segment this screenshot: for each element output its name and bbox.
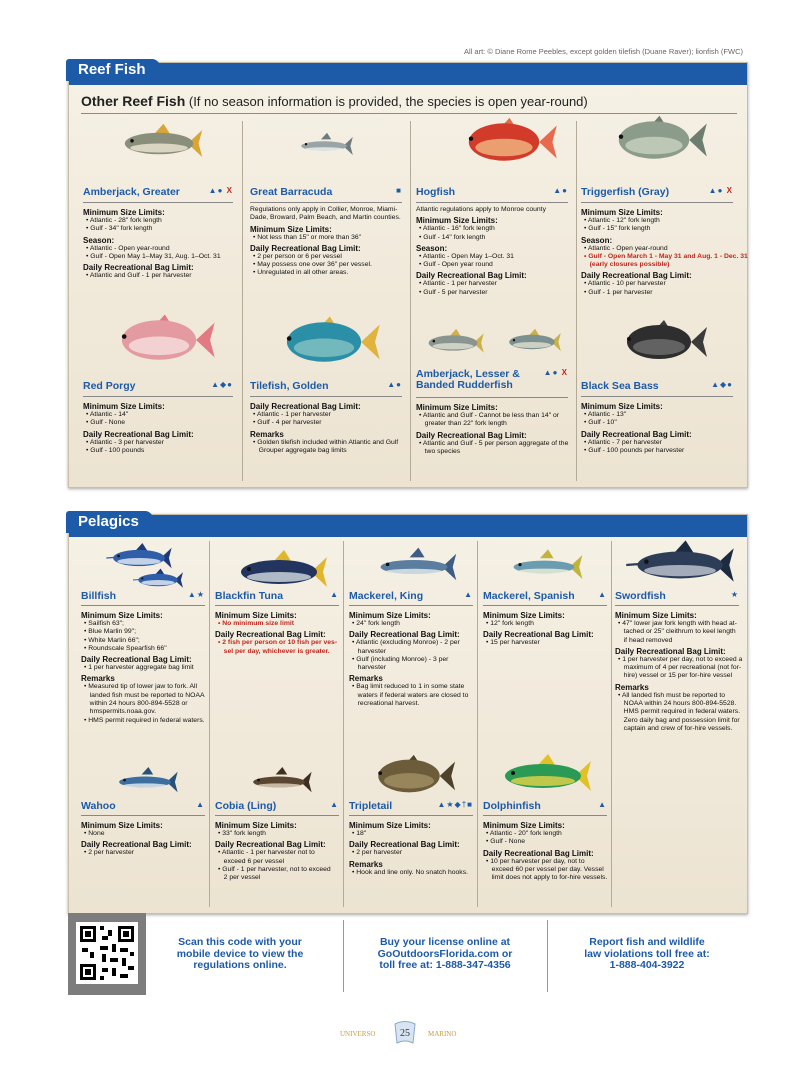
regulation-item: • Blue Marlin 99"; bbox=[84, 628, 137, 636]
regulation-item: • May possess one over 36" per vessel. bbox=[253, 261, 372, 269]
report-violations-info: Report fish and wildlife law violations toll free at: 1-888-404-3922 bbox=[584, 936, 710, 971]
regulation-heading: Daily Recreational Bag Limit: bbox=[615, 646, 726, 656]
regulation-symbols: ★ bbox=[730, 590, 739, 599]
regulation-heading: Minimum Size Limits: bbox=[416, 403, 498, 412]
regulation-symbols: ▲ bbox=[464, 590, 473, 599]
regulation-symbols: ■ bbox=[396, 186, 402, 195]
regulation-item: two species bbox=[419, 447, 461, 455]
pelagics-tab: Pelagics bbox=[66, 511, 153, 533]
regulation-item: • Gulf - 100 pounds bbox=[86, 446, 145, 454]
pelagic-species-card bbox=[615, 590, 743, 851]
regulation-symbols: ▲● bbox=[553, 186, 568, 195]
species-name: Triggerfish (Gray) bbox=[581, 186, 670, 198]
regulation-item: hmspermits.noaa.gov. bbox=[84, 708, 157, 716]
regulation-heading: Minimum Size Limits: bbox=[215, 611, 297, 620]
species-name: Tripletail bbox=[349, 800, 393, 812]
species-name: Red Porgy bbox=[83, 380, 136, 392]
divider bbox=[209, 541, 210, 907]
pelagic-species-card bbox=[483, 801, 607, 901]
regulation-item: • 2 per harvester bbox=[352, 849, 402, 857]
pelagic-species-card bbox=[349, 801, 473, 901]
regulation-heading: Remarks bbox=[349, 674, 383, 684]
regulation-item: • Atlantic - 16" fork length bbox=[419, 225, 495, 233]
regulation-item: • 15 per harvester bbox=[486, 639, 540, 647]
logo-left-text: UNIVERSO bbox=[340, 1030, 376, 1038]
regulation-heading: Season: bbox=[416, 243, 448, 253]
regulation-item: • Gulf - 34" fork length bbox=[86, 225, 153, 233]
fish-illustration bbox=[497, 327, 567, 362]
art-credit: All art: © Diane Rome Peebles, except golden tilefish (Duane Raver); lionfish (FWC) bbox=[464, 47, 743, 56]
regulation-heading: Minimum Size Limits: bbox=[416, 216, 498, 226]
regulation-item: • Atlantic - 14" bbox=[86, 411, 129, 418]
regulation-item: • 10 per harvester per day, not to bbox=[486, 857, 585, 865]
regulation-heading: Minimum Size Limits: bbox=[81, 611, 163, 620]
species-regulations bbox=[416, 397, 568, 456]
species-name: Dolphinfish bbox=[483, 800, 541, 812]
regulation-symbols: ▲ bbox=[196, 800, 205, 809]
regulation-heading: Minimum Size Limits: bbox=[483, 821, 565, 830]
regulation-item: captain and crew of for-hire vessels. bbox=[618, 724, 733, 732]
regulation-heading: Remarks bbox=[615, 682, 649, 692]
regulation-item: • Atlantic - 12" fork length bbox=[584, 217, 660, 224]
species-regulations bbox=[215, 815, 339, 882]
fish-illustration bbox=[99, 311, 219, 374]
regulation-item: recreational harvest. bbox=[352, 700, 420, 708]
regulation-heading: Minimum Size Limits: bbox=[349, 611, 431, 620]
species-name: Tilefish, Golden bbox=[250, 380, 329, 392]
species-regulations bbox=[416, 202, 568, 297]
regulation-item: • Gulf - Open May 1–May 31, Aug. 1–Oct. 31 bbox=[86, 252, 221, 260]
regulation-item: • Gulf - 1 per harvester bbox=[584, 288, 653, 296]
regulation-note: Regulations only apply in Collier, Monroe, Miami-Dade, Broward, Palm Beach, and Martin counties. bbox=[250, 206, 401, 222]
footer-divider bbox=[547, 920, 548, 992]
regulation-item: • Gulf - 14" fork length bbox=[419, 233, 486, 241]
fish-illustration bbox=[417, 327, 489, 364]
fish-illustration bbox=[351, 545, 477, 594]
divider bbox=[343, 541, 344, 907]
regulation-item: • Atlantic - Open May 1–Oct. 31 bbox=[419, 252, 514, 260]
species-name: Swordfish bbox=[615, 590, 666, 602]
regulation-item: Zero daily bag and possession limit for bbox=[618, 716, 740, 724]
fish-illustration bbox=[617, 537, 743, 598]
regulation-item: • 47" lower jaw fork length with head at- bbox=[618, 620, 737, 627]
regulation-heading: Season: bbox=[83, 235, 115, 245]
species-name: Amberjack, Lesser & Banded Rudderfish bbox=[416, 368, 520, 391]
regulation-item: harvester bbox=[352, 647, 386, 655]
fish-illustration bbox=[259, 313, 389, 376]
regulation-item: tached or 25" cleithrum to keel length bbox=[618, 628, 736, 636]
fish-illustration bbox=[599, 111, 709, 174]
regulation-item: greater than 22" fork length bbox=[419, 420, 507, 428]
divider bbox=[611, 541, 612, 907]
license-info: Buy your license online at GoOutdoorsFlorida.com or toll free at: 1-888-347-4356 bbox=[377, 936, 513, 971]
regulation-item: • White Marlin 66"; bbox=[84, 636, 140, 644]
footer-divider bbox=[343, 920, 344, 992]
regulation-item: • Measured tip of lower jaw to fork. All bbox=[84, 683, 198, 691]
regulation-item: • Atlantic - 3 per harvester bbox=[86, 438, 164, 446]
regulation-item: • Gulf - Open year round bbox=[419, 261, 493, 269]
fish-illustration bbox=[83, 765, 207, 804]
regulation-heading: Minimum Size Limits: bbox=[83, 208, 165, 217]
regulation-symbols: ▲● bbox=[387, 380, 402, 389]
regulation-heading: Daily Recreational Bag Limit: bbox=[250, 402, 361, 411]
regulation-heading: Remarks bbox=[81, 674, 115, 684]
regulation-item: maximum of 4 per recreational (not for- bbox=[618, 664, 742, 672]
regulation-symbols: ▲◆● bbox=[211, 380, 233, 389]
reef-species-card bbox=[250, 381, 402, 481]
closed-symbol: X bbox=[561, 368, 568, 377]
regulation-symbols: ▲◆● bbox=[711, 380, 733, 389]
regulation-item: • 2 per person or 6 per vessel bbox=[253, 252, 342, 260]
divider bbox=[477, 541, 478, 907]
qr-instructions: Scan this code with your mobile device to view the regulations online. bbox=[176, 936, 304, 971]
species-name: Blackfin Tuna bbox=[215, 590, 284, 602]
regulation-item: within 24 hours 800-894-5528 or bbox=[84, 700, 188, 708]
regulation-item: HMS permit required in federal waters. bbox=[618, 708, 741, 716]
regulation-item: • Bag limit reduced to 1 in some state bbox=[352, 683, 465, 691]
divider bbox=[576, 121, 577, 481]
regulation-heading: Daily Recreational Bag Limit: bbox=[581, 271, 692, 281]
regulation-item: • Roundscale Spearfish 66" bbox=[84, 644, 167, 652]
reef-species-card bbox=[416, 369, 568, 481]
species-name: Wahoo bbox=[81, 800, 116, 812]
species-regulations bbox=[581, 202, 748, 297]
regulation-symbols: ▲● X bbox=[543, 368, 568, 377]
regulation-heading: Minimum Size Limits: bbox=[615, 611, 697, 620]
pelagic-species-card bbox=[483, 591, 607, 751]
regulation-item: NOAA within 24 hours 800-894-5528. bbox=[618, 700, 737, 708]
regulation-symbols: ▲ bbox=[330, 800, 339, 809]
species-name: Mackerel, King bbox=[349, 590, 424, 602]
fish-illustration bbox=[217, 765, 341, 804]
regulation-item: • 1 per harvester aggregate bag limit bbox=[84, 664, 194, 672]
species-regulations bbox=[581, 396, 733, 455]
regulation-item: • Not less than 15" or more than 36" bbox=[253, 233, 362, 241]
regulation-heading: Daily Recreational Bag Limit: bbox=[349, 840, 460, 850]
species-regulations bbox=[483, 815, 607, 882]
regulation-heading: Minimum Size Limits: bbox=[83, 402, 165, 411]
regulation-heading: Daily Recreational Bag Limit: bbox=[483, 848, 594, 858]
species-regulations bbox=[81, 815, 205, 858]
regulation-symbols: ▲ bbox=[330, 590, 339, 599]
qr-code-icon bbox=[76, 922, 138, 984]
pelagic-species-card bbox=[81, 801, 205, 901]
regulation-heading: Daily Recreational Bag Limit: bbox=[83, 263, 194, 273]
regulation-item: • Gulf - None bbox=[86, 419, 126, 427]
species-regulations bbox=[483, 605, 607, 648]
regulation-item: harvester bbox=[352, 664, 386, 672]
regulation-symbols: ▲★ bbox=[187, 590, 205, 599]
regulation-item: waters if federal waters are closed to bbox=[352, 691, 469, 699]
regulation-item: • 18" bbox=[352, 830, 367, 837]
regulation-heading: Minimum Size Limits: bbox=[250, 224, 332, 234]
regulation-item: • Atlantic - 1 per harvester bbox=[253, 411, 331, 418]
reef-species-card bbox=[581, 381, 733, 481]
regulation-heading: Daily Recreational Bag Limit: bbox=[581, 429, 692, 439]
fish-illustration bbox=[481, 547, 607, 592]
regulation-item: • Unregulated in all other areas. bbox=[253, 269, 349, 277]
regulation-item: • 24" fork length bbox=[352, 620, 400, 627]
regulation-item-highlighted: • 2 fish per person or 10 fish per ves- bbox=[218, 639, 338, 647]
regulation-item-highlighted: • Gulf - Open March 1 - May 31 and Aug. 1 - Dec. 31 bbox=[584, 252, 748, 260]
species-regulations bbox=[349, 815, 473, 877]
species-regulations bbox=[250, 396, 402, 455]
regulation-heading: Daily Recreational Bag Limit: bbox=[215, 630, 326, 640]
regulation-heading: Daily Recreational Bag Limit: bbox=[81, 840, 192, 850]
regulation-item: • HMS permit required in federal waters. bbox=[84, 716, 205, 724]
regulation-item: • Hook and line only. No snatch hooks. bbox=[352, 868, 468, 876]
regulation-item: • Gulf - 5 per harvester bbox=[419, 288, 488, 296]
regulation-item: • Atlantic - Open year-round bbox=[86, 244, 170, 252]
regulation-heading: Remarks bbox=[250, 429, 284, 439]
regulation-heading: Minimum Size Limits: bbox=[349, 821, 431, 830]
species-name: Cobia (Ling) bbox=[215, 800, 277, 812]
species-name: Great Barracuda bbox=[250, 186, 333, 198]
reef-fish-tab: Reef Fish bbox=[66, 59, 160, 81]
regulation-heading: Remarks bbox=[349, 859, 383, 869]
logo-right-text: MARINO bbox=[428, 1030, 457, 1038]
species-regulations bbox=[83, 202, 233, 280]
reef-header-bar bbox=[69, 63, 747, 85]
regulation-item: • Gulf - 4 per harvester bbox=[253, 419, 322, 427]
universo-marino-logo bbox=[340, 1021, 470, 1045]
subtitle-bold: Other Reef Fish bbox=[81, 93, 186, 109]
regulation-item: • Golden tilefish included within Atlantic and Gulf bbox=[253, 438, 399, 446]
regulation-heading: Minimum Size Limits: bbox=[483, 611, 565, 620]
regulation-heading: Daily Recreational Bag Limit: bbox=[483, 630, 594, 640]
regulation-symbols: ▲ bbox=[598, 800, 607, 809]
regulation-item-highlighted: (early closures possible) bbox=[584, 261, 670, 269]
closed-symbol: X bbox=[726, 186, 733, 195]
regulation-item: • Sailfish 63"; bbox=[84, 620, 124, 627]
regulation-note: Atlantic regulations apply to Monroe county bbox=[416, 206, 546, 213]
reef-species-card bbox=[83, 381, 233, 481]
qr-code[interactable] bbox=[68, 913, 146, 995]
species-name: Amberjack, Greater bbox=[83, 186, 180, 198]
regulation-heading: Daily Recreational Bag Limit: bbox=[349, 630, 460, 640]
regulation-item: • Atlantic and Gulf - 5 per person aggregate of the bbox=[419, 439, 569, 447]
species-regulations bbox=[250, 202, 402, 278]
regulation-heading: Minimum Size Limits: bbox=[81, 821, 163, 830]
regulation-item: • Gulf - 15" fork length bbox=[584, 225, 651, 233]
species-regulations bbox=[81, 605, 205, 725]
regulation-symbols: ▲● X bbox=[708, 186, 733, 195]
regulation-item: • Gulf - 10" bbox=[584, 419, 617, 427]
species-regulations bbox=[349, 605, 473, 708]
regulation-item: • Atlantic - 13" bbox=[584, 411, 627, 418]
page-number: 25 bbox=[400, 1028, 410, 1039]
fish-illustration bbox=[609, 313, 709, 376]
regulation-item: hire) vessel or 15 per for-hire vessel bbox=[618, 672, 733, 680]
divider bbox=[410, 121, 411, 481]
regulation-symbols: ▲ bbox=[598, 590, 607, 599]
regulation-item: • Atlantic - 28" fork length bbox=[86, 217, 162, 224]
species-name: Mackerel, Spanish bbox=[483, 590, 575, 602]
pelagics-header-bar bbox=[69, 515, 747, 537]
species-name: Billfish bbox=[81, 590, 117, 602]
fish-illustration bbox=[89, 121, 229, 171]
regulation-heading: Minimum Size Limits: bbox=[581, 208, 663, 217]
species-regulations bbox=[215, 605, 339, 656]
regulation-item: • 2 per harvester bbox=[84, 849, 134, 857]
regulation-item: • Atlantic - 20" fork length bbox=[486, 830, 562, 837]
reef-fish-panel bbox=[68, 47, 748, 488]
regulation-item: • Atlantic - 7 per harvester bbox=[584, 438, 662, 446]
regulation-heading: Daily Recreational Bag Limit: bbox=[250, 243, 361, 253]
regulation-item: • 33" fork length bbox=[218, 830, 266, 837]
regulation-symbols: ▲★◆†■ bbox=[437, 800, 473, 809]
regulation-item-highlighted: • No minimum size limit bbox=[218, 620, 295, 627]
regulation-heading: Minimum Size Limits: bbox=[215, 821, 297, 830]
regulation-heading: Daily Recreational Bag Limit: bbox=[81, 655, 192, 665]
regulation-heading: Season: bbox=[581, 235, 613, 245]
subtitle-note: (If no season information is provided, the species is open year-round) bbox=[185, 94, 588, 109]
pelagic-species-card bbox=[215, 591, 339, 751]
regulation-item: • Atlantic and Gulf - 1 per harvester bbox=[86, 272, 192, 280]
fish-illustration bbox=[449, 111, 559, 178]
regulation-symbols: ▲● X bbox=[208, 186, 233, 195]
divider bbox=[242, 121, 243, 481]
regulation-item: • Atlantic - 1 per harvester not to bbox=[218, 849, 315, 857]
regulation-item: 2 per vessel bbox=[218, 874, 261, 882]
regulation-item: • All landed fish must be reported to bbox=[618, 691, 726, 699]
regulation-heading: Daily Recreational Bag Limit: bbox=[416, 271, 527, 281]
regulation-item: exceed 6 per vessel bbox=[218, 857, 285, 865]
regulation-item-highlighted: sel per day, whichever is greater. bbox=[218, 647, 330, 655]
regulation-item: landed fish must be reported to NOAA bbox=[84, 691, 205, 699]
regulation-item: • Gulf (including Monroe) - 3 per bbox=[352, 655, 449, 663]
regulation-item: • Atlantic (excluding Monroe) - 2 per bbox=[352, 639, 460, 647]
regulation-heading: Daily Recreational Bag Limit: bbox=[83, 429, 194, 439]
regulation-item: • Gulf - 100 pounds per harvester bbox=[584, 446, 685, 454]
species-regulations bbox=[83, 396, 233, 455]
regulation-item: Grouper aggregate bag limits bbox=[253, 446, 347, 454]
regulation-item: • Atlantic and Gulf - Cannot be less than 14" or bbox=[419, 412, 560, 419]
species-regulations bbox=[615, 605, 743, 733]
regulation-item: • 1 per harvester per day, not to exceed a bbox=[618, 655, 743, 663]
regulation-item: if head removed bbox=[618, 636, 673, 644]
fish-illustration bbox=[483, 751, 603, 806]
regulation-heading: Daily Recreational Bag Limit: bbox=[416, 430, 527, 440]
regulation-item: • Atlantic - 10 per harvester bbox=[584, 280, 666, 288]
regulation-item: • Atlantic - 1 per harvester bbox=[419, 280, 497, 288]
regulation-item: • Gulf - 1 per harvester, not to exceed bbox=[218, 865, 331, 873]
species-name: Hogfish bbox=[416, 186, 456, 198]
regulation-heading: Minimum Size Limits: bbox=[581, 402, 663, 411]
regulation-item: • 12" fork length bbox=[486, 620, 534, 627]
pelagics-panel bbox=[68, 514, 748, 914]
species-name: Black Sea Bass bbox=[581, 380, 659, 392]
regulation-item: • Atlantic - Open year-round bbox=[584, 244, 668, 252]
other-reef-fish-heading bbox=[81, 93, 588, 109]
regulation-heading: Daily Recreational Bag Limit: bbox=[215, 840, 326, 850]
pelagic-species-card bbox=[215, 801, 339, 901]
regulation-item: • Gulf - None bbox=[486, 838, 526, 846]
regulation-item: • None bbox=[84, 830, 105, 837]
regulation-item: exceed 60 per vessel per day. Vessel bbox=[486, 865, 604, 873]
closed-symbol: X bbox=[226, 186, 233, 195]
fish-illustration bbox=[249, 131, 399, 166]
regulation-item: limit does not apply to for-hire vessels. bbox=[486, 874, 608, 882]
